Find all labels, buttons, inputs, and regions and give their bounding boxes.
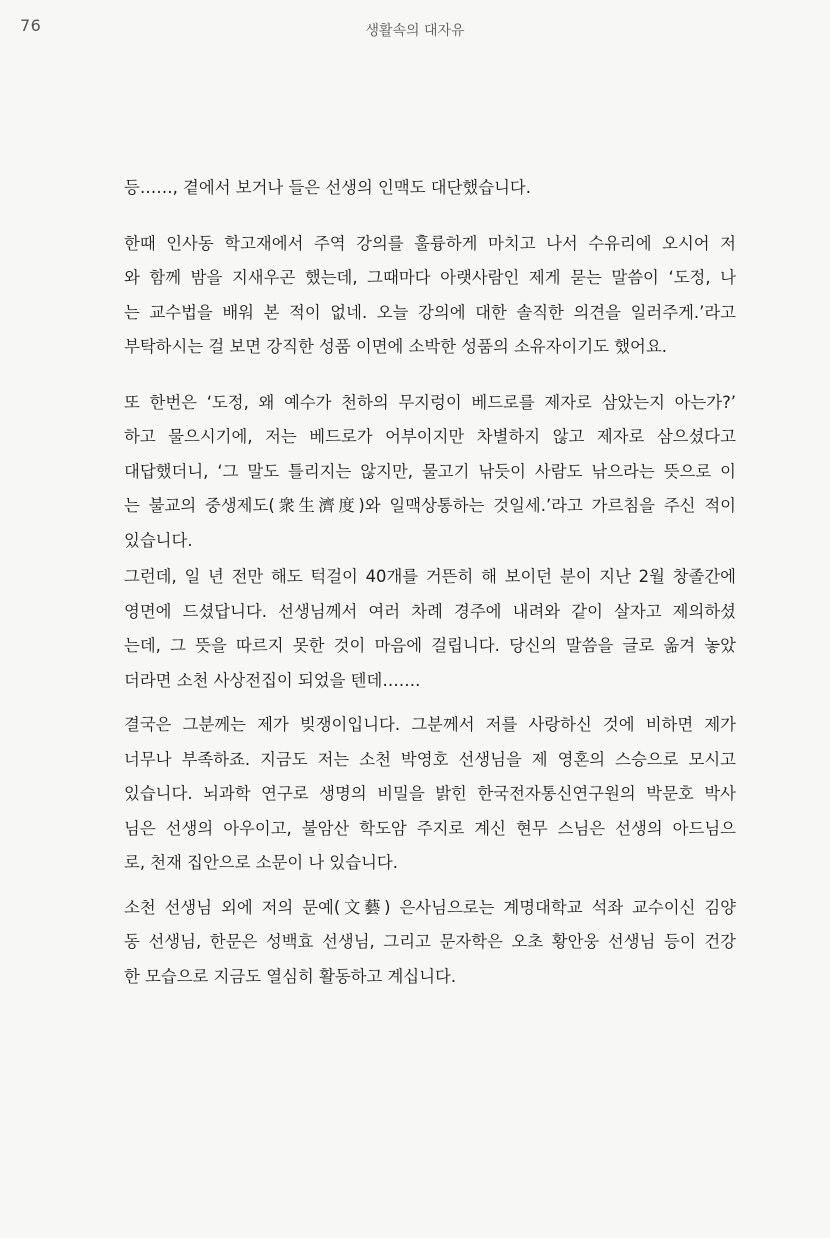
paragraph-1 — [124, 171, 736, 206]
running-title: 생활속의 대자유 — [365, 23, 465, 39]
text-line: 영면에 드셨답니다. 선생님께서 여러 차례 경주에 내려와 같이 살자고 제의하셨 — [124, 601, 736, 621]
text-line: 더라면 소천 사상전집이 되었을 텐데……. — [124, 670, 421, 690]
text-line: 부탁하시는 걸 보면 강직한 성품 이면에 소박한 성품의 소유자이기도 했어요. — [124, 337, 667, 356]
page-number: 76 — [20, 16, 42, 35]
text-line: 동 선생님, 한문은 성백효 선생님, 그리고 문자학은 오초 황안웅 선생님 등이 건강 — [124, 932, 736, 951]
paragraph-6 — [124, 891, 736, 995]
text-line: 님은 선생의 아우이고, 불암산 학도암 주지로 계신 현무 스님은 선생의 아드님으 — [124, 818, 736, 838]
text-line: 결국은 그분께는 제가 빚쟁이입니다. 그분께서 저를 사랑하신 것에 비하면 제가 — [124, 715, 736, 734]
paragraph-2 — [124, 227, 736, 365]
text-line: 있습니다. — [124, 530, 193, 550]
text-line: 그런데, 일 년 전만 해도 턱걸이 40개를 거뜬히 해 보이던 분이 지난 2월 창졸간에 — [124, 567, 736, 586]
body-text — [124, 171, 736, 994]
text-line: 와 함께 밤을 지새우곤 했는데, 그때마다 아랫사람인 제게 묻는 말씀이 ‘도정, 나 — [124, 268, 736, 287]
text-line: 대답했더니, ‘그 말도 틀리지는 않지만, 물고기 낚듯이 사람도 낚으라는 뜻으로 이 — [124, 461, 736, 481]
text-line: 는 교수법을 배워 본 적이 없네. 오늘 강의에 대한 솔직한 의견을 일러주게.’라고 — [124, 302, 736, 322]
paragraph-5 — [124, 708, 736, 881]
text-line: 소천 선생님 외에 저의 문예(文藝) 은사님으로는 계명대학교 석좌 교수이신 김양 — [124, 897, 736, 917]
paragraph-4 — [124, 560, 736, 698]
text-line: 한 모습으로 지금도 열심히 활동하고 계십니다. — [124, 966, 457, 986]
text-line: 는데, 그 뜻을 따르지 못한 것이 마음에 걸립니다. 당신의 말씀을 글로 옮겨 놓았 — [124, 636, 736, 655]
text-line: 로, 천재 집안으로 소문이 나 있습니다. — [124, 853, 398, 872]
text-line: 너무나 부족하죠. 지금도 저는 소천 박영호 선생님을 제 영혼의 스승으로 모시고 — [124, 749, 736, 769]
text-line: 있습니다. 뇌과학 연구로 생명의 비밀을 밝힌 한국전자통신연구원의 박문호 박사 — [124, 784, 736, 803]
text-line: 하고 물으시기에, 저는 베드로가 어부이지만 차별하지 않고 제자로 삼으셨다고 — [124, 427, 736, 446]
text-line: 한때 인사동 학고재에서 주역 강의를 훌륭하게 마치고 나서 수유리에 오시어 저 — [124, 233, 736, 253]
text-line: 또 한번은 ‘도정, 왜 예수가 천하의 무지렁이 베드로를 제자로 삼았는지 아는가?’ — [124, 392, 736, 412]
paragraph-3 — [124, 386, 736, 559]
text-line: 는 불교의 중생제도(衆生濟度)와 일맥상통하는 것일세.’라고 가르침을 주신 적이 — [124, 496, 736, 515]
text-line: 등……, 곁에서 보거나 들은 선생의 인맥도 대단했습니다. — [124, 178, 531, 197]
